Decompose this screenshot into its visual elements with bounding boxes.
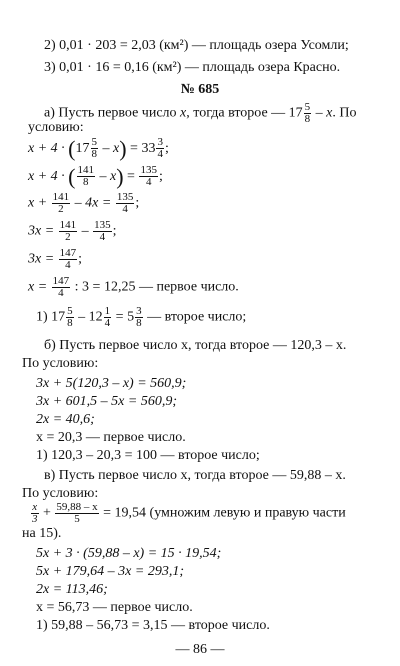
text-span: ;	[78, 251, 83, 267]
equation: 1) 120,3 – 20,3 = 100 — второе число;	[36, 448, 260, 463]
denominator: 4	[65, 259, 71, 271]
equation	[28, 276, 239, 299]
denominator: 8	[136, 317, 142, 329]
fraction	[52, 192, 71, 215]
equation: 2x = 40,6;	[36, 412, 95, 427]
equation: 3x + 601,5 – 5x = 560,9;	[36, 394, 177, 409]
numerator: 5	[67, 305, 73, 317]
equation	[30, 502, 346, 525]
denominator: 3	[32, 513, 38, 525]
text-span: x + 4 ·	[28, 168, 69, 184]
denominator: 4	[122, 203, 128, 215]
text-line: 3) 0,01 · 16 = 0,16 (км²) — площадь озера Красно.	[44, 60, 341, 75]
fraction	[55, 502, 98, 525]
text-line: 2) 0,01 · 203 = 2,03 (км²) — площадь озера Усомли;	[44, 38, 349, 53]
equation	[28, 192, 139, 215]
text-span: ;	[158, 168, 163, 184]
text-span: : 3 = 12,25 — первое число.	[71, 279, 239, 295]
paren: )	[116, 164, 124, 189]
numerator: 147	[52, 275, 70, 287]
text-span: –	[312, 105, 327, 121]
text-line: в) Пусть первое число x, тогда второе — 59,88 – x.	[44, 468, 346, 483]
text-span: а) Пусть первое число	[44, 105, 181, 121]
numerator: 135	[116, 191, 134, 203]
equation: 5x + 3 · (59,88 – x) = 15 · 19,54;	[36, 546, 222, 561]
text-span: ;	[112, 223, 117, 239]
text-span: +	[39, 505, 55, 521]
text-span: – 12	[74, 309, 103, 325]
text-span: x +	[28, 195, 51, 211]
fraction	[31, 502, 39, 525]
denominator: 4	[99, 231, 106, 243]
denominator: 2	[58, 203, 64, 215]
text-span: – 4x =	[71, 195, 115, 211]
text-line: По условию:	[22, 356, 99, 371]
denominator: 4	[104, 317, 111, 329]
denominator: 8	[91, 148, 97, 161]
numerator: 3	[136, 305, 142, 317]
text-span: = 5	[112, 309, 135, 325]
fraction	[52, 276, 71, 299]
numerator: 1	[104, 305, 111, 317]
numerator: 59,88 – x	[56, 501, 98, 513]
text-span: = 33	[126, 140, 156, 156]
numerator: 141	[59, 219, 77, 231]
numerator: x	[32, 501, 38, 513]
numerator: 135	[140, 164, 157, 177]
numerator: 3	[157, 136, 163, 149]
text-span: 3x =	[28, 251, 58, 267]
equation: x = 20,3 — первое число.	[36, 430, 186, 445]
numerator: 135	[94, 219, 111, 231]
text-span: 3x =	[28, 223, 58, 239]
denominator: 4	[157, 148, 163, 161]
text-span: 1) 17	[36, 309, 66, 325]
text-span: x =	[28, 279, 51, 295]
fraction	[91, 137, 99, 160]
equation: 2x = 113,46;	[36, 582, 108, 597]
denominator: 4	[145, 176, 152, 189]
denominator: 4	[58, 287, 64, 299]
numerator: 141	[52, 191, 70, 203]
text-line	[44, 102, 357, 125]
equation: x = 56,73 — первое число.	[36, 600, 193, 615]
numerator: 5	[304, 101, 311, 113]
equation	[28, 248, 82, 271]
text-span: –	[78, 223, 93, 239]
paren: (	[68, 136, 76, 161]
fraction	[59, 248, 78, 271]
fraction	[156, 137, 164, 160]
paren: )	[119, 136, 127, 161]
text-span: — второе число;	[143, 309, 247, 325]
variable: x	[326, 105, 333, 121]
numerator: 5	[91, 136, 97, 149]
equation	[28, 164, 163, 189]
numerator: 141	[77, 164, 94, 177]
equation	[28, 220, 117, 243]
text-span: x + 4 ·	[28, 140, 69, 156]
equation: 3x + 5(120,3 – x) = 560,9;	[36, 376, 187, 391]
page-number: — 86 —	[175, 642, 225, 657]
fraction	[304, 102, 312, 125]
text-span: ;	[164, 140, 169, 156]
problem-heading: № 685	[180, 82, 220, 97]
equation: 1) 59,88 – 56,73 = 3,15 — второе число.	[36, 618, 270, 633]
text-line: б) Пусть первое число x, тогда второе — 120,3 – x.	[44, 338, 347, 353]
text-line: на 15).	[22, 526, 62, 541]
text-span: – x	[99, 140, 120, 156]
numerator: 147	[59, 247, 77, 259]
text-span: – x	[96, 168, 117, 184]
variable: x	[180, 105, 187, 121]
text-line: По условию:	[22, 486, 99, 501]
fraction	[77, 165, 96, 188]
text-line: условию:	[28, 120, 84, 135]
equation: 5x + 179,64 – 3x = 293,1;	[36, 564, 184, 579]
paren: (	[68, 164, 76, 189]
fraction	[116, 192, 135, 215]
fraction	[93, 220, 112, 243]
text-span: = 19,54 (умножим левую и правую части	[99, 505, 346, 521]
denominator: 8	[67, 317, 73, 329]
denominator: 8	[83, 176, 89, 189]
denominator: 5	[74, 513, 80, 525]
text-span: , тогда второе — 17	[186, 105, 303, 121]
text-span: 17	[75, 140, 90, 156]
denominator: 8	[304, 113, 311, 125]
text-span: ;	[135, 195, 140, 211]
denominator: 2	[65, 231, 71, 243]
equation	[28, 136, 169, 161]
fraction	[135, 306, 143, 329]
text-span: =	[123, 168, 139, 184]
fraction	[59, 220, 78, 243]
fraction	[104, 306, 112, 329]
equation	[36, 306, 246, 329]
fraction	[139, 165, 158, 188]
text-span: . По	[332, 105, 357, 121]
fraction	[66, 306, 74, 329]
